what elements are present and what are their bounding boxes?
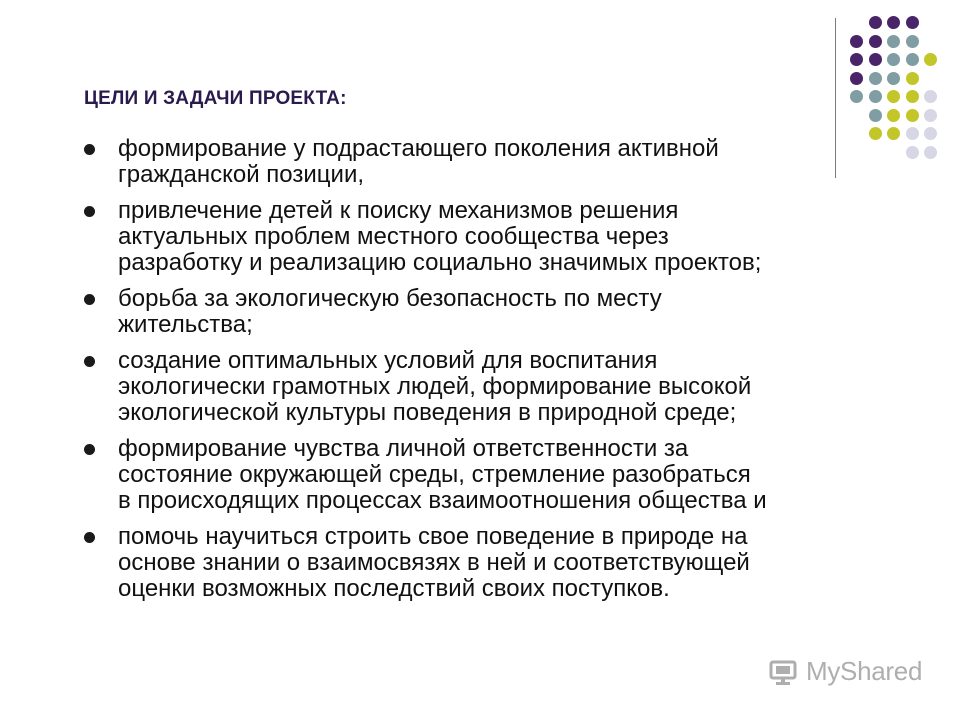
- bullet-icon: [84, 144, 95, 155]
- decorative-dot: [869, 72, 882, 85]
- bullet-icon: [84, 532, 95, 543]
- presentation-icon: [768, 657, 798, 687]
- decorative-dot: [850, 90, 863, 103]
- bullet-icon: [84, 356, 95, 367]
- bullet-text: борьба за экологическую безопасность по месту жительства;: [118, 285, 662, 338]
- decorative-dot: [906, 109, 919, 122]
- list-item: [80, 198, 880, 276]
- decorative-dot: [869, 109, 882, 122]
- bullet-icon: [84, 206, 95, 217]
- decorative-dot: [906, 16, 919, 29]
- bullet-text: формирование чувства личной ответственности за состояние окружающей среды, стремление разобраться в происходящих процессах взаимоотношения общества и: [118, 435, 767, 514]
- decorative-dot: [850, 53, 863, 66]
- decorative-dot: [887, 53, 900, 66]
- decorative-dot: [906, 90, 919, 103]
- decorative-dot: [906, 146, 919, 159]
- slide-title: ЦЕЛИ И ЗАДАЧИ ПРОЕКТА:: [84, 88, 347, 109]
- decorative-dot: [850, 35, 863, 48]
- list-item: [80, 436, 880, 514]
- list-item: [80, 286, 880, 338]
- bullet-text: формирование у подрастающего поколения активной гражданской позиции,: [118, 135, 719, 188]
- decorative-dot: [869, 53, 882, 66]
- bullet-list: [80, 136, 880, 612]
- decorative-dot: [906, 72, 919, 85]
- decorative-dot: [869, 90, 882, 103]
- decorative-dot: [924, 127, 937, 140]
- watermark-text: MyShared: [806, 656, 923, 686]
- watermark-logo: [768, 656, 922, 687]
- decorative-dot: [906, 35, 919, 48]
- decorative-dot: [924, 146, 937, 159]
- decorative-dot: [924, 53, 937, 66]
- decorative-dot: [887, 127, 900, 140]
- bullet-text: создание оптимальных условий для воспитания экологически грамотных людей, формирование высокой экологической культуры поведения в природной среде;: [118, 347, 752, 426]
- list-item: [80, 136, 880, 188]
- decorative-dot: [924, 109, 937, 122]
- decorative-dot: [850, 72, 863, 85]
- decorative-dot: [887, 72, 900, 85]
- list-item: [80, 524, 880, 602]
- bullet-text: помочь научиться строить свое поведение в природе на основе знании о взаимосвязях в ней и соответствующей оценки возможных последствий своих поступков.: [118, 523, 750, 602]
- decorative-dot: [887, 35, 900, 48]
- decorative-dot: [924, 90, 937, 103]
- decorative-dot: [887, 90, 900, 103]
- bullet-icon: [84, 294, 95, 305]
- bullet-icon: [84, 444, 95, 455]
- bullet-text: привлечение детей к поиску механизмов решения актуальных проблем местного сообщества через разработку и реализацию социально значимых проектов;: [118, 197, 762, 276]
- decorative-dot: [869, 35, 882, 48]
- decorative-dot: [887, 109, 900, 122]
- decorative-dot: [869, 16, 882, 29]
- decorative-dot: [906, 127, 919, 140]
- decorative-dot: [887, 16, 900, 29]
- decorative-dot: [906, 53, 919, 66]
- list-item: [80, 348, 880, 426]
